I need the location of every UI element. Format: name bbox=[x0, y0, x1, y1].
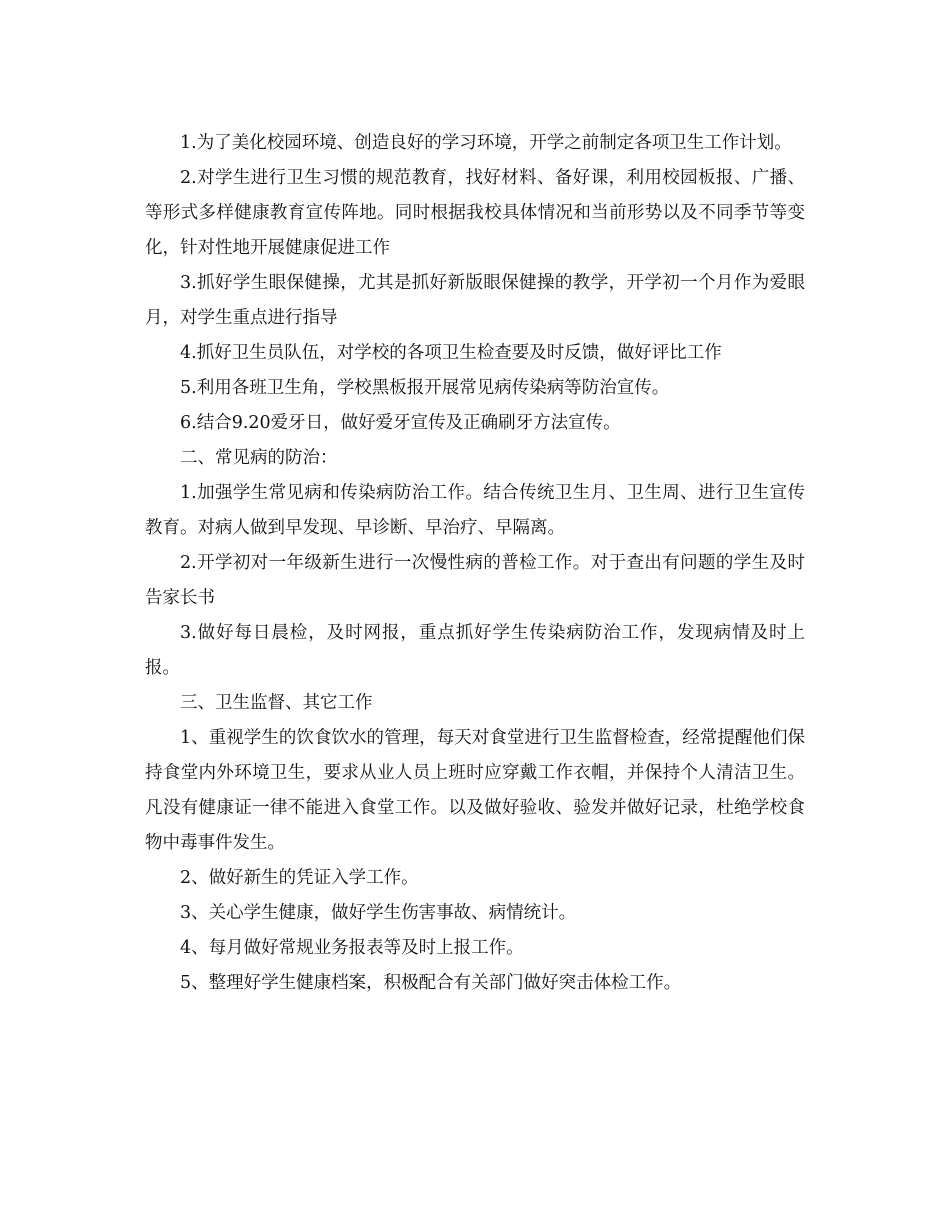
paragraph-5: 5.利用各班卫生角，学校黑板报开展常见病传染病等防治宣传。 bbox=[180, 378, 670, 398]
paragraph-1: 1.为了美化校园环境、创造良好的学习环境，开学之前制定各项卫生工作计划。 bbox=[180, 133, 792, 153]
paragraph-9: 3.做好每日晨检，及时网报，重点抓好学生传染病防治工作，发现病情及时上报。 bbox=[145, 623, 805, 678]
paragraph-7: 1.加强学生常见病和传染病防治工作。结合传统卫生月、卫生周、进行卫生宣传教育。对病人做到早发现、早诊断、早治疗、早隔离。 bbox=[145, 483, 805, 538]
paragraph-3: 3.抓好学生眼保健操，尤其是抓好新版眼保健操的教学，开学初一个月作为爱眼月，对学生重点进行指导 bbox=[145, 273, 805, 328]
paragraph-4: 4.抓好卫生员队伍，对学校的各项卫生检查要及时反馈，做好评比工作 bbox=[180, 343, 722, 363]
paragraph-2: 2.对学生进行卫生习惯的规范教育，找好材料、备好课，利用校园板报、广播、等形式多样健康教育宣传阵地。同时根据我校具体情况和当前形势以及不同季节等变化，针对性地开展健康促进工作 bbox=[145, 168, 805, 258]
paragraph-10: 1、重视学生的饮食饮水的管理，每天对食堂进行卫生监督检查，经常提醒他们保持食堂内外环境卫生，要求从业人员上班时应穿戴工作衣帽，并保持个人清洁卫生。凡没有健康证一律不能进入食堂工作。以及做好验收、验发并做好记录，杜绝学校食物中毒事件发生。 bbox=[145, 728, 805, 853]
paragraph-11: 2、做好新生的凭证入学工作。 bbox=[180, 868, 419, 888]
section-heading-3: 三、卫生监督、其它工作 bbox=[180, 693, 373, 713]
paragraph-14: 5、整理好学生健康档案，积极配合有关部门做好突击体检工作。 bbox=[180, 973, 682, 993]
paragraph-12: 3、关心学生健康，做好学生伤害事故、病情统计。 bbox=[180, 903, 577, 923]
paragraph-8: 2.开学初对一年级新生进行一次慢性病的普检工作。对于查出有问题的学生及时告家长书 bbox=[145, 553, 805, 608]
paragraph-6: 6.结合9.20爱牙日，做好爱牙宣传及正确刷牙方法宣传。 bbox=[180, 413, 621, 433]
paragraph-13: 4、每月做好常规业务报表等及时上报工作。 bbox=[180, 938, 524, 958]
document-body bbox=[145, 126, 805, 1001]
section-heading-2: 二、常见病的防治： bbox=[180, 448, 338, 468]
